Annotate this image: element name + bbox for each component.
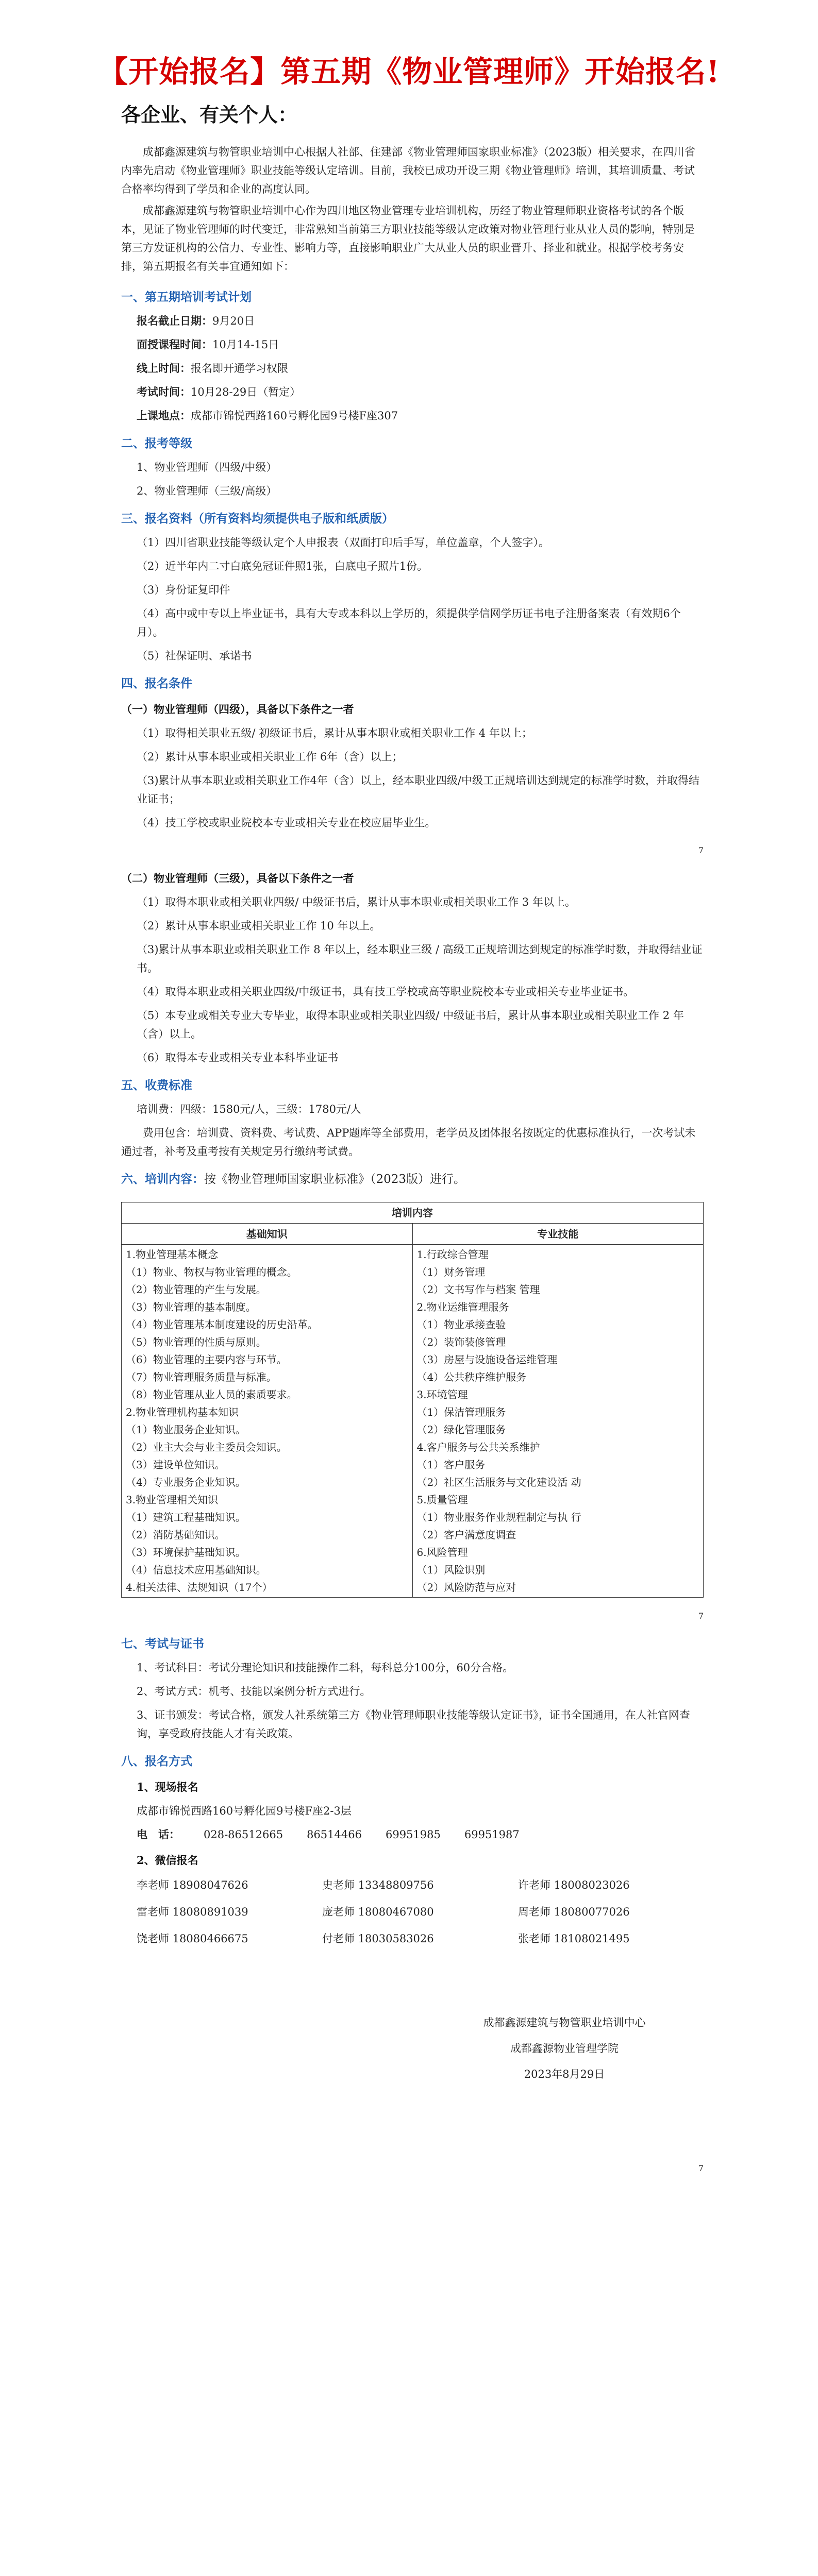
signature-org: 成都鑫源物业管理学院 [510, 2042, 619, 2055]
fee-line: 培训费：四级：1580元/人，三级：1780元/人 [137, 1103, 362, 1115]
table-line: 1.物业管理基本概念 [126, 1248, 219, 1261]
table-line: （6）物业管理的主要内容与环节。 [126, 1353, 287, 1366]
page-number: 7 [698, 1611, 704, 1621]
subheading: （一）物业管理师（四级），具备以下条件之一者 [121, 703, 354, 716]
training-table [121, 1202, 704, 1598]
page-number: 7 [698, 2163, 704, 2173]
table-line: （1）客户服务 [416, 1459, 486, 1471]
plan-item: 面授课程时间：10月14-15日 [137, 338, 279, 351]
table-cell [122, 1245, 413, 1598]
phone-row [121, 1825, 704, 1844]
list-item: （1）取得相关职业五级/ 初级证书后，累计从事本职业或相关职业工作 4 年以上； [137, 727, 532, 739]
contact: 张老师 18108021495 [518, 1933, 630, 1945]
list-item: （1）取得本职业或相关职业四级/ 中级证书后，累计从事本职业或相关职业工作 3 年以上。 [137, 896, 576, 908]
notice-body [121, 103, 704, 2187]
table-line: （3）环境保护基础知识。 [126, 1546, 246, 1558]
table-line: 1.行政综合管理 [416, 1248, 489, 1261]
plan-item: 考试时间：10月28-29日（暂定） [137, 385, 301, 398]
section-heading: 六、培训内容：按《物业管理师国家职业标准》（2023版）进行。 [121, 1172, 466, 1186]
contact: 庞老师 18080467080 [322, 1906, 434, 1918]
table-line: （1）物业、物权与物业管理的概念。 [126, 1266, 297, 1278]
table-line: （5）物业管理的性质与原则。 [126, 1336, 266, 1348]
contact: 许老师 18008023026 [518, 1879, 630, 1891]
table-line: 4.客户服务与公共关系维护 [416, 1441, 540, 1453]
signature-date: 2023年8月29日 [524, 2068, 605, 2080]
subheading: （二）物业管理师（三级），具备以下条件之一者 [121, 872, 354, 885]
signature-block [121, 2010, 704, 2087]
table-line: （3）建设单位知识。 [126, 1459, 225, 1471]
table-line: （4）公共秩序维护服务 [416, 1371, 527, 1383]
list-item: 2、考试方式：机考、技能以案例分析方式进行。 [137, 1685, 371, 1698]
list-item: （4）取得本职业或相关职业四级/中级证书，具有技工学校或高等职业院校本专业或相关专业毕业证书。 [137, 986, 635, 998]
table-line: （4）物业管理基本制度建设的历史沿革。 [126, 1318, 318, 1331]
table-line: （8）物业管理从业人员的素质要求。 [126, 1388, 297, 1401]
table-line: （4）信息技术应用基础知识。 [126, 1564, 266, 1576]
table-line: （3）房屋与设施设备运维管理 [416, 1353, 558, 1366]
contact: 周老师 18080077026 [518, 1906, 630, 1918]
section-heading: 二、报考等级 [121, 436, 192, 450]
page-title: 【开始报名】第五期《物业管理师》开始报名! [98, 54, 720, 89]
list-item: （4）技工学校或职业院校本专业或相关专业在校应届毕业生。 [137, 817, 436, 829]
list-item: （6）取得本专业或相关专业本科毕业证书 [137, 1052, 339, 1064]
table-line: 6.风险管理 [416, 1546, 468, 1558]
contact: 史老师 13348809756 [322, 1879, 434, 1891]
contact: 付老师 18030583026 [322, 1933, 434, 1945]
phone-number: 028-86512665 [204, 1828, 283, 1841]
table-line: 3.环境管理 [416, 1388, 468, 1401]
table-line: （1）建筑工程基础知识。 [126, 1511, 246, 1523]
contact: 雷老师 18080891039 [137, 1906, 248, 1918]
table-line: （3）物业管理的基本制度。 [126, 1301, 256, 1313]
address: 成都市锦悦西路160号孵化园9号楼F座2-3层 [137, 1805, 352, 1817]
phone-number: 69951987 [464, 1828, 520, 1841]
subheading: 1、现场报名 [137, 1781, 198, 1793]
list-item: （3)累计从事本职业或相关职业工作4年（含）以上，经本职业四级/中级工正规培训达到规定的标准学时数，并取得结业证书； [137, 774, 699, 805]
list-item: （5）本专业或相关专业大专毕业，取得本职业或相关职业四级/ 中级证书后，累计从事本职业或相关职业工作 2 年（含）以上。 [137, 1009, 684, 1040]
table-line: 2.物业管理机构基本知识 [126, 1406, 239, 1418]
section-heading: 五、收费标准 [121, 1078, 192, 1092]
table-line: （2）物业管理的产生与发展。 [126, 1283, 266, 1296]
list-item: （3)累计从事本职业或相关职业工作 8 年以上，经本职业三级 / 高级工正规培训达到规定的标准学时数，并取得结业证书。 [137, 943, 703, 974]
list-item: （2）累计从事本职业或相关职业工作 10 年以上。 [137, 920, 381, 932]
contact-grid [121, 1876, 704, 1948]
table-line: （2）风险防范与应对 [416, 1581, 516, 1594]
section-heading: 三、报名资料（所有资料均须提供电子版和纸质版） [121, 512, 394, 526]
table-line: （1）物业服务作业规程制定与执 行 [416, 1511, 581, 1523]
table-line: （2）社区生活服务与文化建设活 动 [416, 1476, 581, 1488]
table-line: （2）业主大会与业主委员会知识。 [126, 1441, 287, 1453]
table-header: 专业技能 [412, 1224, 704, 1245]
contact: 李老师 18908047626 [137, 1879, 248, 1891]
section-heading: 一、第五期培训考试计划 [121, 290, 252, 304]
table-line: 5.质量管理 [416, 1494, 468, 1506]
table-title: 培训内容 [122, 1202, 704, 1224]
table-line: （2）消防基础知识。 [126, 1529, 225, 1541]
plan-item: 线上时间：报名即开通学习权限 [137, 362, 288, 375]
table-line: （7）物业管理服务质量与标准。 [126, 1371, 277, 1383]
section-heading: 八、报名方式 [121, 1754, 192, 1768]
list-item: 2、物业管理师（三级/高级） [137, 485, 277, 497]
table-line: （1）物业服务企业知识。 [126, 1423, 246, 1436]
intro-paragraph: 成都鑫源建筑与物管职业培训中心根据人社部、住建部《物业管理师国家职业标准》（2023版）相关要求，在四川省内率先启动《物业管理师》职业技能等级认定培训。目前，我校已成功开设三期《物业管理师》培训，其培训质量、考试合格率均得到了学员和企业的高度认同。 [121, 146, 695, 195]
phone-number: 86514466 [307, 1828, 362, 1841]
list-item: （5）社保证明、承诺书 [137, 650, 252, 662]
list-item: （1）四川省职业技能等级认定个人申报表（双面打印后手写，单位盖章，个人签字）。 [137, 536, 549, 549]
contact: 饶老师 18080466675 [137, 1933, 248, 1945]
list-item: 1、考试科目：考试分理论知识和技能操作二科，每科总分100分，60分合格。 [137, 1662, 514, 1674]
table-line: （1）物业承接查验 [416, 1318, 506, 1331]
section-heading: 四、报名条件 [121, 676, 192, 690]
plan-item: 上课地点：成都市锦悦西路160号孵化园9号楼F座307 [137, 409, 398, 422]
phone-label: 电 话： [137, 1828, 180, 1841]
table-cell [412, 1245, 704, 1598]
table-line: 4.相关法律、法规知识（17个） [126, 1581, 273, 1594]
table-line: 2.物业运维管理服务 [416, 1301, 509, 1313]
list-item: （3）身份证复印件 [137, 584, 230, 596]
list-item: 1、物业管理师（四级/中级） [137, 461, 277, 473]
page-number: 7 [698, 845, 704, 855]
table-line: （1）财务管理 [416, 1266, 486, 1278]
list-item: （2）近半年内二寸白底免冠证件照1张，白底电子照片1份。 [137, 560, 428, 572]
list-item: （4）高中或中专以上毕业证书，具有大专或本科以上学历的，须提供学信网学历证书电子注册备案表（有效期6个月）。 [137, 607, 681, 638]
table-line: （2）文书写作与档案 管理 [416, 1283, 540, 1296]
table-line: （1）保洁管理服务 [416, 1406, 506, 1418]
table-line: （2）绿化管理服务 [416, 1423, 506, 1436]
table-header: 基础知识 [122, 1224, 413, 1245]
plan-item: 报名截止日期：9月20日 [137, 314, 255, 327]
table-line: （2）装饰装修管理 [416, 1336, 506, 1348]
table-line: （1）风险识别 [416, 1564, 486, 1576]
phone-number: 69951985 [385, 1828, 441, 1841]
list-item: 3、证书颁发：考试合格，颁发人社系统第三方《物业管理师职业技能等级认定证书》，证书全国通用，在人社官网查询，享受政府技能人才有关政策。 [137, 1709, 690, 1740]
table-line: （4）专业服务企业知识。 [126, 1476, 246, 1488]
section-heading: 七、考试与证书 [121, 1637, 204, 1651]
list-item: （2）累计从事本职业或相关职业工作 6年（含）以上； [137, 751, 403, 763]
table-line: 3.物业管理相关知识 [126, 1494, 219, 1506]
subheading: 2、微信报名 [137, 1854, 198, 1867]
intro-paragraph: 成都鑫源建筑与物管职业培训中心作为四川地区物业管理专业培训机构，历经了物业管理师职业资格考试的各个版本，见证了物业管理师的时代变迁，非常熟知当前第三方职业技能等级认定政策对物业管理行业从业人员的影响，特别是第三方发证机构的公信力、专业性、影响力等，直接影响职业广大从业人员的职业晋升、择业和就业。根据学校考务安排，第五期报名有关事宜通知如下： [121, 205, 695, 273]
fee-note: 费用包含：培训费、资料费、考试费、APP题库等全部费用，老学员及团体报名按既定的优惠标准执行，一次考试未通过者，补考及重考按有关规定另行缴纳考试费。 [121, 1127, 696, 1158]
table-line: （2）客户满意度调查 [416, 1529, 516, 1541]
signature-org: 成都鑫源建筑与物管职业培训中心 [483, 2016, 646, 2029]
salutation: 各企业、有关个人： [121, 103, 298, 126]
